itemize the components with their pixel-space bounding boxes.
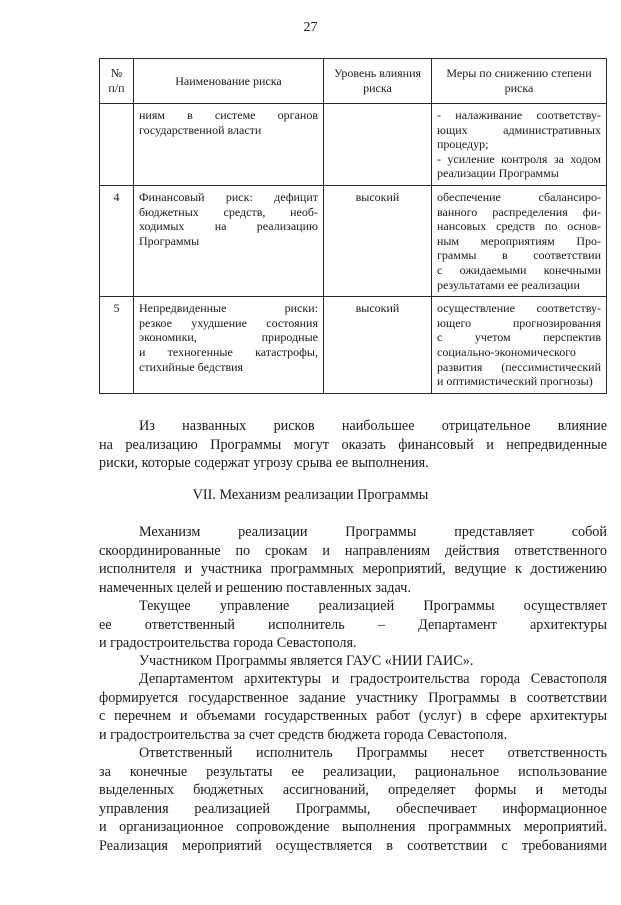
cell-line: граммы в соответствии (437, 248, 601, 263)
cell-line: реализации Программы (437, 166, 559, 181)
risk-name-cell (134, 185, 324, 296)
header-name: Наименование риска (134, 59, 324, 104)
cell-line: государственной власти (139, 122, 262, 137)
text-line: формируется государственное задание участнику Программы в соответствии (99, 689, 607, 706)
cell-line: экономики, природные (139, 330, 318, 345)
text-line: скоординированные по срокам и направлениям действия ответственного (99, 542, 607, 559)
paragraph-participant (99, 652, 607, 671)
text-line: Департаментом архитектуры и градостроительства города Севастополя (139, 671, 607, 687)
text-line: Механизм реализации Программы представляет собой (139, 524, 607, 540)
text-line: Ответственный исполнитель Программы несет ответственность (139, 745, 607, 761)
risk-name-cell (134, 104, 324, 186)
cell-line: - налаживание соответству- (437, 108, 601, 122)
risk-name-cell (134, 297, 324, 394)
text-line: и градостроительства города Севастополя. (99, 635, 357, 651)
row-num: 4 (100, 185, 134, 296)
text-line: и организационное сопровождение выполнения программных мероприятий. (99, 819, 607, 835)
table-row (100, 185, 607, 296)
header-num: № п/п (100, 59, 134, 104)
section-heading: VII. Механизм реализации Программы (192, 487, 429, 503)
cell-line: и техногенные катастрофы, (139, 344, 318, 359)
cell-line: - усиление контроля за ходом (437, 151, 601, 166)
text-line: на реализацию Программы могут оказать финансовый и непредвиденные (99, 436, 607, 453)
cell-line: ным мероприятиям Про- (437, 233, 601, 248)
row-num (100, 104, 134, 186)
cell-line: с учетом перспектив (437, 330, 601, 345)
cell-line: ющего прогнозирования (437, 315, 601, 330)
risk-measures-cell (432, 297, 607, 394)
cell-line: процедур; (437, 137, 489, 152)
cell-line: бюджетных средств, необ- (139, 204, 318, 219)
cell-line: развития (пессимистический (437, 359, 601, 374)
paragraph-mechanism (99, 523, 607, 597)
paragraph-responsibility (99, 744, 607, 855)
text-line: выделенных бюджетных ассигнований, определяет формы и методы (99, 782, 607, 798)
table-header-row (100, 59, 607, 104)
text-line: намеченных целей и решению поставленных задач. (99, 579, 411, 596)
cell-line: Программы (139, 233, 200, 248)
header-level: Уровень влияния риска (324, 59, 432, 104)
table-row (100, 104, 607, 186)
risk-level-cell: высокий (324, 297, 432, 394)
text-line: и градостроительства за счет средств бюджета города Севастополя. (99, 726, 508, 743)
cell-line: и оптимистический прогнозы) (437, 374, 593, 389)
risk-table (99, 58, 607, 394)
cell-line: ниям в системе органов (139, 108, 318, 122)
cell-line: резкое ухудшение состояния (139, 315, 318, 330)
text-line: Реализация мероприятий осуществляется в соответствии с требованиями (99, 837, 607, 854)
cell-line: ющих административных (437, 122, 601, 137)
text-line: Участником Программы является ГАУС «НИИ ГАИС». (139, 653, 474, 669)
paragraph-management (99, 597, 607, 653)
risk-level-cell: высокий (324, 185, 432, 296)
text-line: с перечнем и объемами государственных работ (услуг) в сфере архитектуры (99, 708, 607, 724)
text-line: управления реализацией Программы, обеспечивает информационное (99, 800, 607, 817)
text-line: за конечные результаты ее реализации, рациональное использование (99, 763, 607, 780)
cell-line: нансовых средств по основ- (437, 219, 601, 234)
text-line: ее ответственный исполнитель – Департамент архитектуры (99, 616, 607, 633)
text-line: риски, которые содержат угрозу срыва ее выполнения. (99, 455, 429, 471)
risk-level-cell (324, 104, 432, 186)
risk-measures-cell (432, 185, 607, 296)
cell-line: Непредвиденные риски: (139, 301, 318, 316)
paragraph-state-task (99, 670, 607, 744)
paragraph-risks-summary (99, 417, 607, 473)
page-number: 27 (303, 20, 318, 35)
cell-line: осуществление соответству- (437, 301, 601, 316)
risk-measures-cell (432, 104, 607, 186)
cell-line: обеспечение сбалансиро- (437, 189, 601, 204)
header-measures: Меры по снижению степени риска (432, 59, 607, 104)
cell-line: социально-экономического (437, 344, 576, 359)
text-line: Текущее управление реализацией Программы осуществляет (139, 598, 607, 614)
text-line: Из названных рисков наибольшее отрицательное влияние (139, 418, 607, 434)
cell-line: результатами ее реализации (437, 277, 580, 292)
row-num: 5 (100, 297, 134, 394)
cell-line: Финансовый риск: дефицит (139, 189, 318, 204)
table-row (100, 297, 607, 394)
cell-line: стихийные бедствия (139, 359, 244, 374)
cell-line: ванного распределения фи- (437, 204, 601, 219)
text-line: исполнителя и участника программных мероприятий, ведущие к достижению (99, 561, 607, 577)
cell-line: ходимых на реализацию (139, 219, 318, 234)
cell-line: с ожидаемыми конечными (437, 262, 601, 277)
